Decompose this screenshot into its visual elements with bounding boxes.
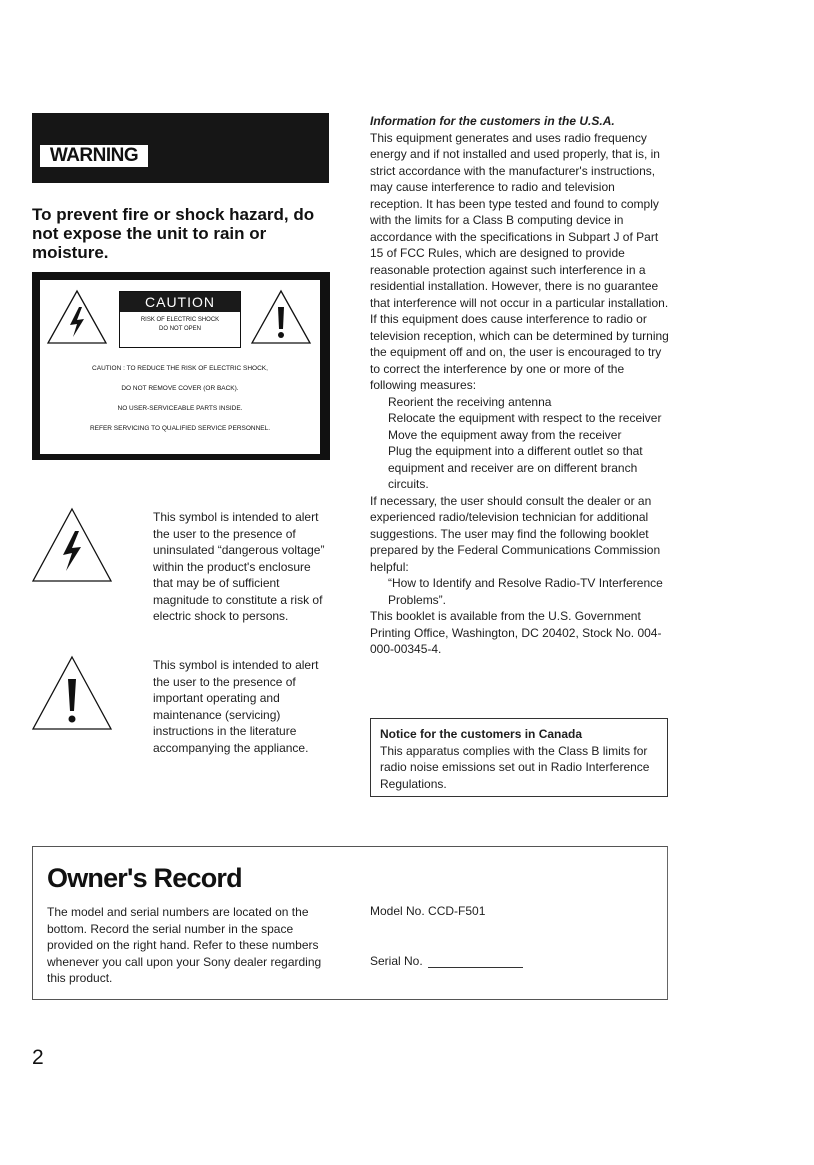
lightning-triangle-icon bbox=[31, 507, 113, 583]
usa-booklet-title: “How to Identify and Resolve Radio-TV Interference Problems”. bbox=[388, 576, 663, 607]
caution-line4: REFER SERVICING TO QUALIFIED SERVICE PERSONNEL. bbox=[89, 425, 271, 432]
owners-record-text: The model and serial numbers are located on the bottom. Record the serial number in the space provided on the right hand. Refer to these numbers whenever you call upon your Sony dealer regarding this product. bbox=[47, 905, 322, 985]
canada-notice-box bbox=[370, 718, 668, 797]
caution-text-panel bbox=[40, 353, 320, 454]
serial-number-label: Serial No. bbox=[370, 954, 423, 968]
usa-heading: Information for the customers in the U.S.A. bbox=[370, 114, 615, 128]
canada-text: This apparatus complies with the Class B limits for radio noise emissions set out in Radio Interference Regulations. bbox=[380, 743, 650, 791]
page-number: 2 bbox=[32, 1046, 44, 1069]
lightning-triangle-icon bbox=[46, 289, 108, 345]
caution-top-panel bbox=[40, 280, 320, 360]
usa-measure-4: Plug the equipment into a different outlet so that equipment and receiver are on different branch circuits. bbox=[388, 444, 643, 491]
usa-paragraph-3: This booklet is available from the U.S. Government Printing Office, Washington, DC 20402, Stock No. 004-000-00345-4. bbox=[370, 609, 662, 656]
caution-line2: DO NOT REMOVE COVER (OR BACK). bbox=[121, 385, 239, 392]
caution-title: CAUTION bbox=[120, 292, 240, 312]
owners-record-title: Owner's Record bbox=[47, 863, 242, 893]
exclamation-symbol-description: This symbol is intended to alert the user to the presence of important operating and maintenance (servicing) instructions in the literature accompanying the appliance. bbox=[153, 658, 319, 755]
model-number: Model No. CCD-F501 bbox=[370, 904, 486, 918]
caution-sub-line1: RISK OF ELECTRIC SHOCK bbox=[140, 317, 220, 323]
warning-banner bbox=[32, 113, 329, 183]
caution-sub-line2: DO NOT OPEN bbox=[159, 326, 201, 332]
hazard-heading: To prevent fire or shock hazard, do not expose the unit to rain or moisture. bbox=[32, 205, 315, 262]
usa-measure-3: Move the equipment away from the receiver bbox=[388, 427, 622, 442]
usa-measure-2: Relocate the equipment with respect to the receiver bbox=[388, 411, 662, 425]
caution-label-box bbox=[32, 272, 330, 460]
canada-heading: Notice for the customers in Canada bbox=[380, 727, 583, 741]
caution-line1: CAUTION : TO REDUCE THE RISK OF ELECTRIC SHOCK, bbox=[92, 365, 268, 372]
exclamation-triangle-icon bbox=[31, 655, 113, 731]
usa-measure-1: Reorient the receiving antenna bbox=[388, 394, 552, 409]
caution-title-block bbox=[119, 291, 241, 348]
usa-paragraph-1: This equipment generates and uses radio frequency energy and if not installed and used properly, that is, in strict accordance with the manufacturer's instructions, may cause interference to radio and television reception. It has been type tested and found to comply with the limits for a Class B computing device in accordance with the specifications in Subpart J of Part 15 of FCC Rules, which are designed to provide reasonable protection against such interference in a residential installation. However, there is no guarantee that interference will not occur in a particular installation. If this equipment does cause interference to radio or television reception, which can be determined by turning the equipment off and on, the user is encouraged to try to correct the interference by one or more of the following measures: bbox=[370, 130, 669, 392]
warning-label: WARNING bbox=[40, 145, 148, 167]
usa-paragraph-2: If necessary, the user should consult the dealer or an experienced radio/television technician for additional suggestions. The user may find the following booklet prepared by the Federal Communications Commission helpful: bbox=[370, 493, 661, 574]
caution-line3: NO USER-SERVICEABLE PARTS INSIDE. bbox=[117, 405, 243, 412]
usa-fcc-notice bbox=[370, 113, 670, 658]
exclamation-triangle-icon bbox=[250, 289, 312, 345]
serial-number-blank bbox=[428, 967, 523, 968]
owners-record-box bbox=[32, 846, 668, 1000]
lightning-symbol-description: This symbol is intended to alert the user to the presence of uninsulated “dangerous voltage” within the product's enclosure that may be of sufficient magnitude to constitute a risk of electric shock to persons. bbox=[153, 510, 325, 623]
